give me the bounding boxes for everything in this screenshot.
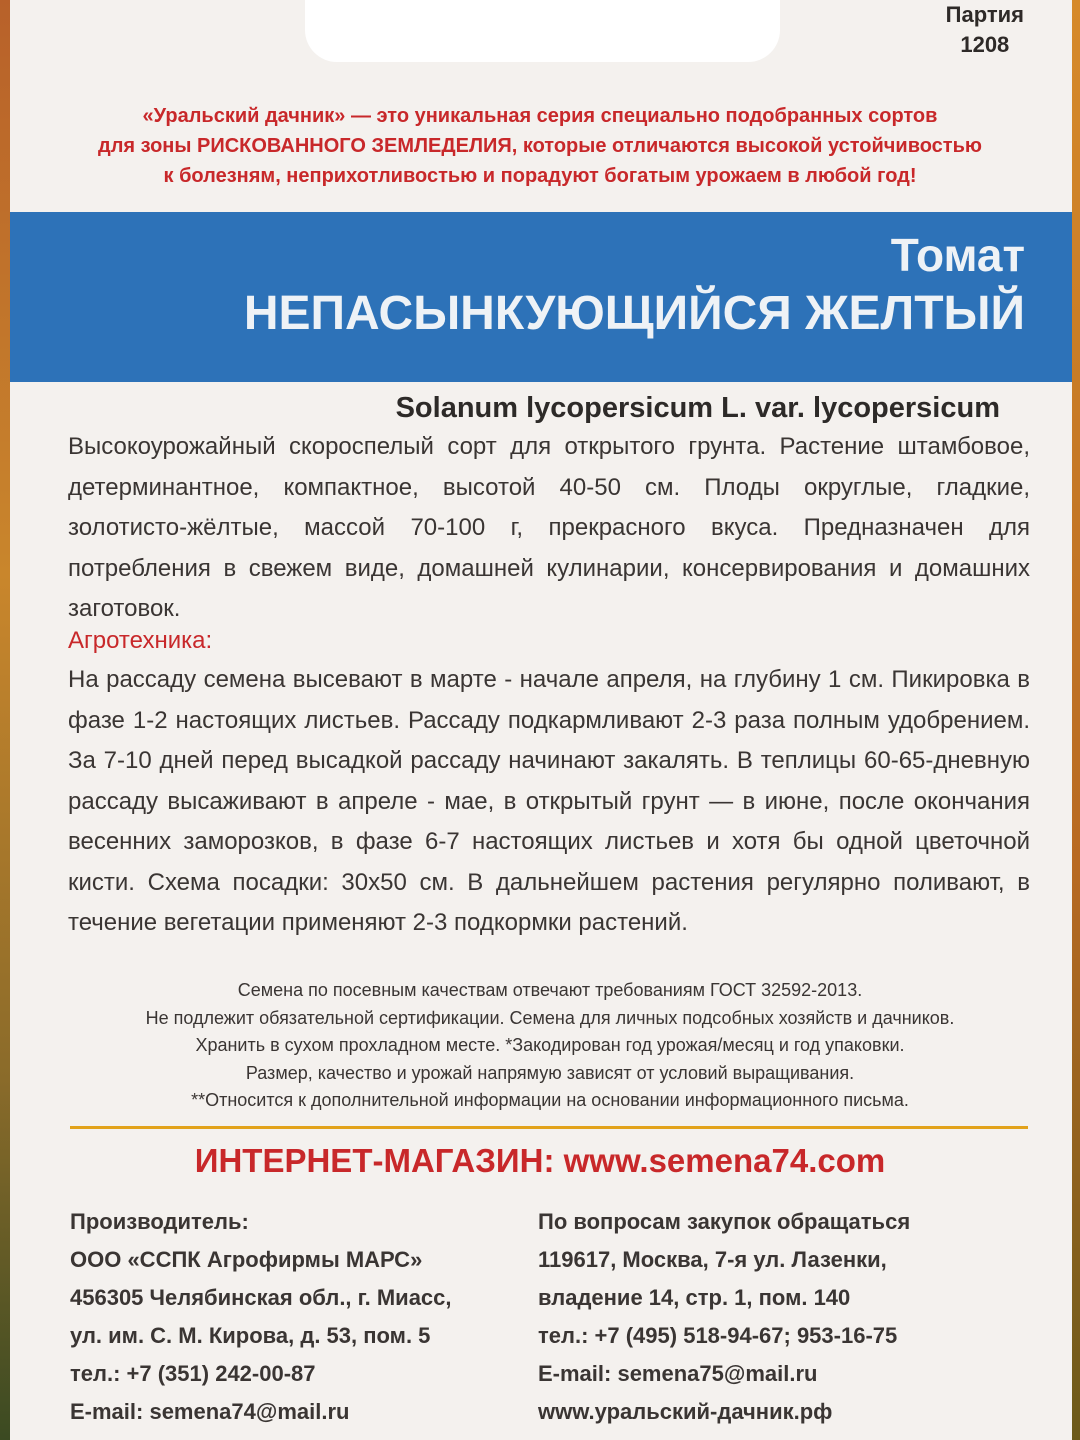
hang-hole-cutout [305, 0, 780, 62]
purchasing-address: 119617, Москва, 7-я ул. Лазенки, [538, 1247, 887, 1272]
note-line: Не подлежит обязательной сертификации. Семена для личных подсобных хозяйств и дачников. [145, 1007, 955, 1028]
note-line: Хранить в сухом прохладном месте. *Закодирован год урожая/месяц и год упаковки. [195, 1035, 905, 1055]
slogan-line: «Уральский дачник» — это уникальная серия специально подобранных сортов [142, 105, 938, 127]
crop-name: Томат [890, 229, 1025, 281]
online-shop-link[interactable]: ИНТЕРНЕТ-МАГАЗИН: www.semena74.com [194, 1142, 886, 1179]
package-right-edge [1072, 0, 1080, 1440]
purchasing-phone[interactable]: тел.: +7 (495) 518-94-67; 953-16-75 [538, 1323, 898, 1348]
variety-name: НЕПАСЫНКУЮЩИЙСЯ ЖЕЛТЫЙ [243, 287, 1025, 340]
batch-info [946, 0, 1024, 60]
purchasing-contacts [538, 1203, 910, 1431]
producer-phone[interactable]: тел.: +7 (351) 242-00-87 [70, 1361, 316, 1386]
producer-company: ООО «ССПК Агрофирмы МАРС» [70, 1247, 423, 1272]
note-line: **Относится к дополнительной информации на основании информационного письма. [191, 1090, 909, 1110]
producer-contacts [70, 1203, 452, 1431]
section-divider [70, 1126, 1028, 1129]
legal-notes [60, 977, 1040, 1115]
series-slogan [60, 101, 1020, 191]
slogan-line: для зоны РИСКОВАННОГО ЗЕМЛЕДЕЛИЯ, которые отличаются высокой устойчивостью [98, 135, 982, 157]
purchasing-website[interactable]: www.уральский-дачник.рф [538, 1399, 833, 1424]
producer-address: 456305 Челябинская обл., г. Миасс, [70, 1285, 452, 1310]
producer-street: ул. им. С. М. Кирова, д. 53, пом. 5 [70, 1323, 431, 1348]
producer-heading: Производитель: [70, 1209, 249, 1234]
agrotech-text: На рассаду семена высевают в марте - начале апреля, на глубину 1 см. Пикировка в фазе 1-2 настоящих листьев. Рассаду подкармливают 2-3 раза полным удобрением. За 7-10 дней перед высадкой рассаду начинают закалять. В теплицы 60-65-дневную рассаду высаживают в апреле - мае, в открытый грунт — в июне, после окончания весенних заморозков, в фазе 6-7 настоящих листьев и хотя бы одной цветочной кисти. Схема посадки: 30х50 см. В дальнейшем растения регулярно поливают, в течение вегетации применяют 2-3 подкормки растений. [68, 666, 1030, 936]
slogan-line: к болезням, неприхотливостью и порадуют богатым урожаем в любой год! [163, 165, 917, 187]
agrotech-heading: Агротехника: [68, 627, 213, 654]
latin-name: Solanum lycopersicum L. var. lycopersicum [395, 392, 1000, 424]
purchasing-heading: По вопросам закупок обращаться [538, 1209, 911, 1234]
producer-email[interactable]: E-mail: semena74@mail.ru [70, 1399, 350, 1424]
package-left-edge [0, 0, 10, 1440]
note-line: Размер, качество и урожай напрямую зависят от условий выращивания. [245, 1062, 855, 1083]
purchasing-email[interactable]: E-mail: semena75@mail.ru [538, 1361, 818, 1386]
purchasing-building: владение 14, стр. 1, пом. 140 [538, 1285, 851, 1310]
batch-number: 1208 [960, 32, 1010, 57]
variety-description: Высокоурожайный скороспелый сорт для открытого грунта. Растение штамбовое, детерминантное, компактное, высотой 40-50 см. Плоды округлые, гладкие, золотисто-жёлтые, массой 70-100 г, прекрасного вкуса. Предназначен для потребления в свежем виде, домашней кулинарии, консервирования и домашних заготовок. [68, 433, 1030, 622]
batch-label: Партия [945, 2, 1024, 27]
note-line: Семена по посевным качествам отвечают требованиям ГОСТ 32592-2013. [237, 980, 863, 1000]
